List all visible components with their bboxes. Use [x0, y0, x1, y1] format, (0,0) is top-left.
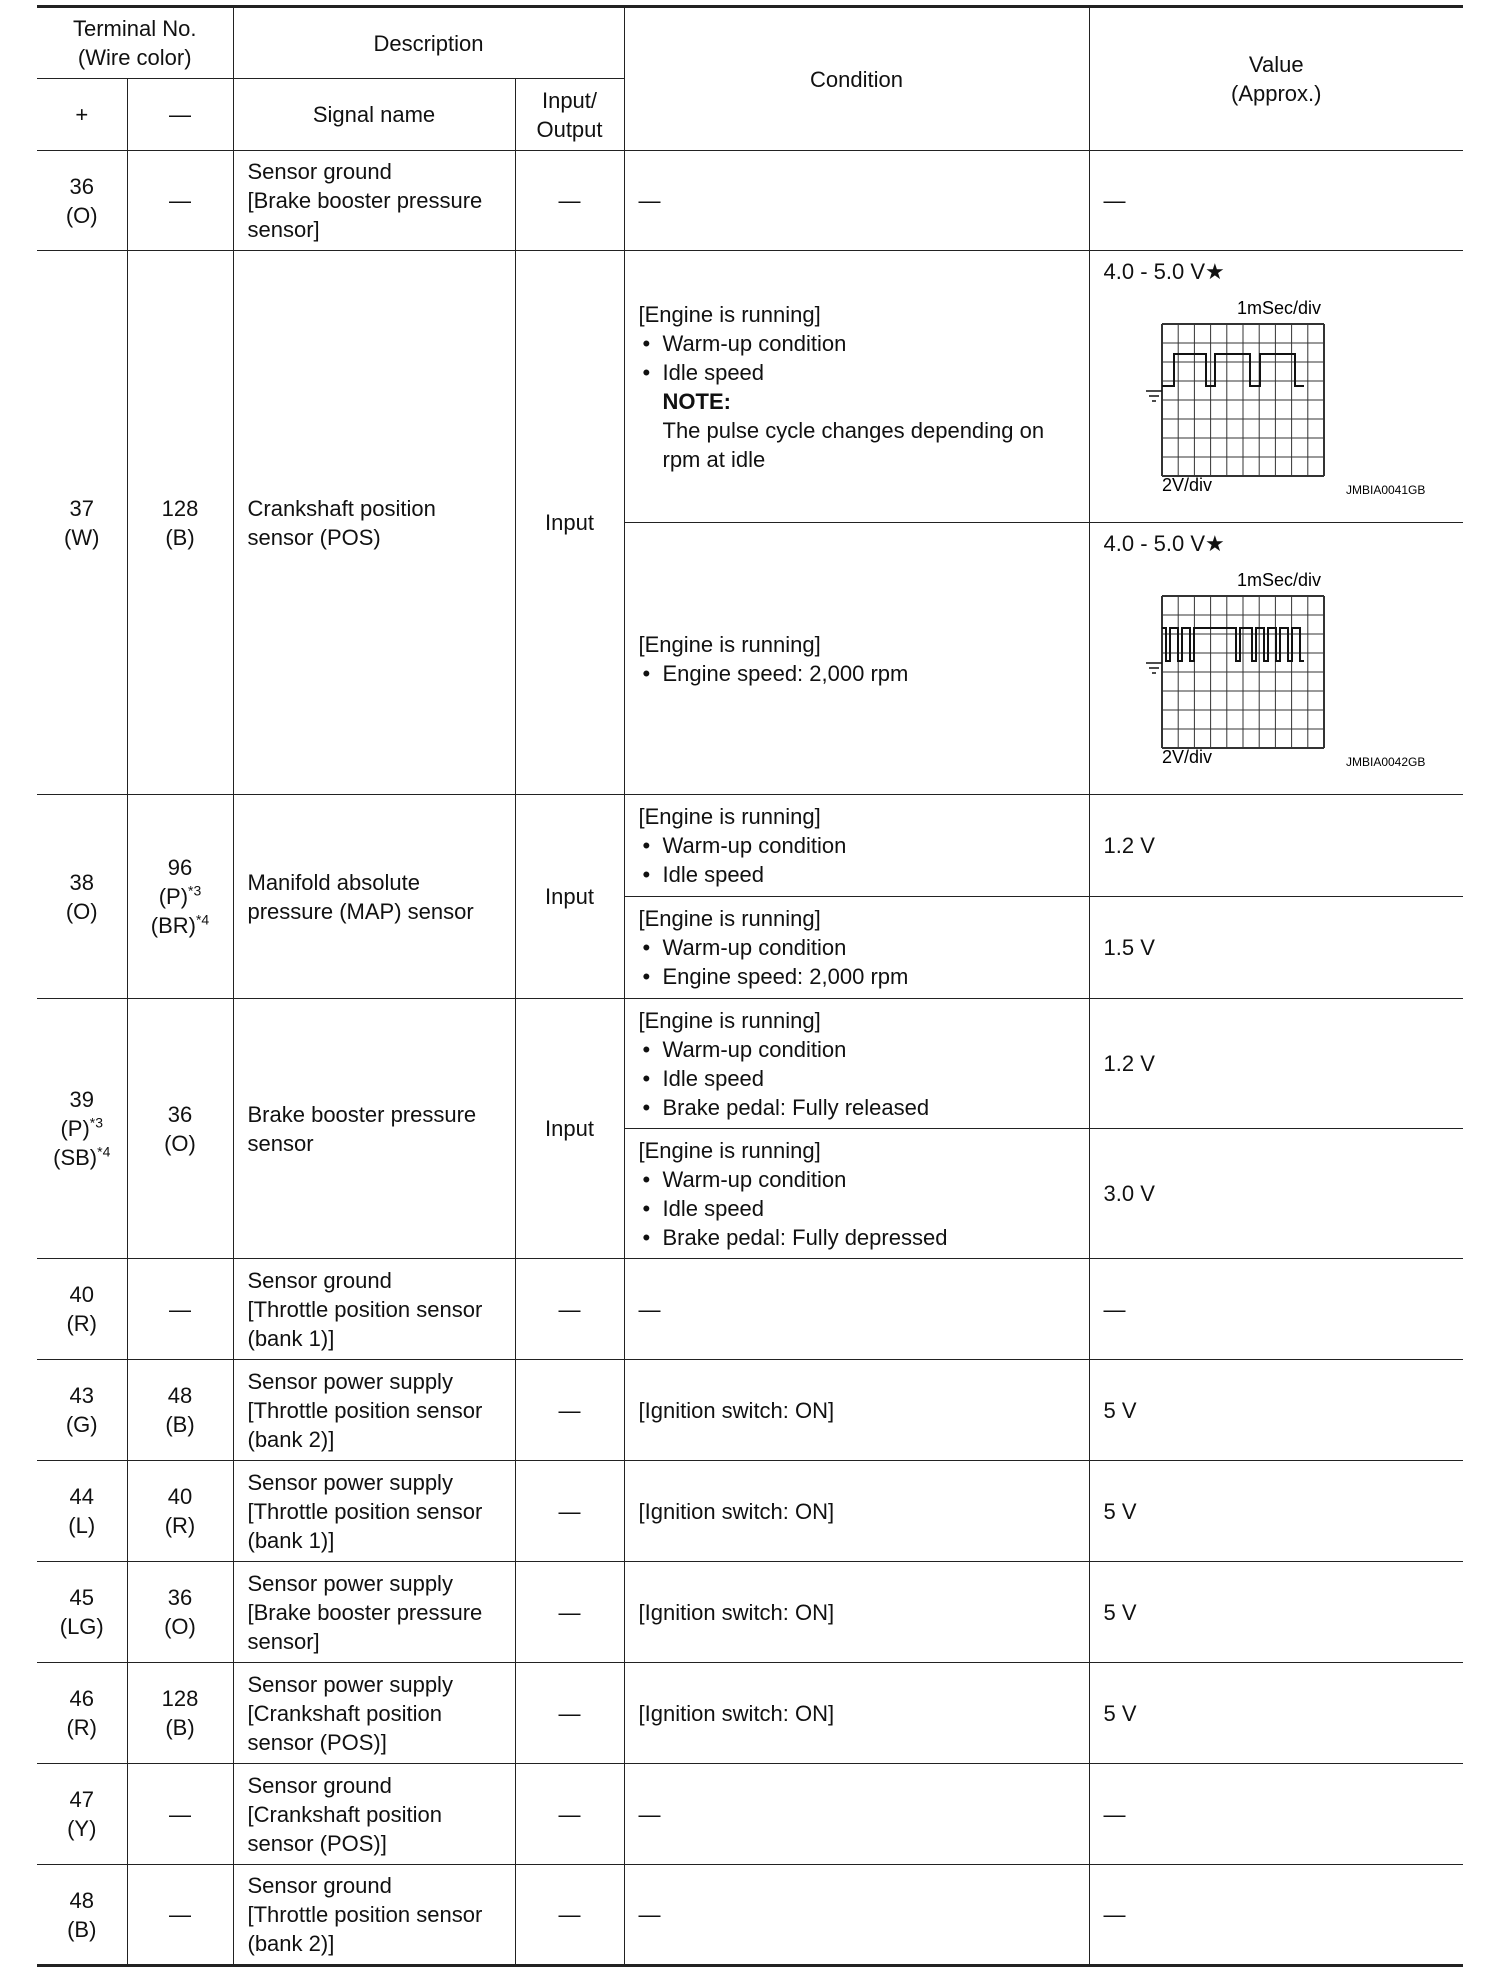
- terminal-minus: —: [127, 151, 233, 251]
- header-signal-name: Signal name: [233, 79, 515, 151]
- condition: —: [624, 1865, 1089, 1966]
- condition-item: • Idle speed: [639, 1064, 1075, 1093]
- figure-code: JMBIA0041GB: [1345, 483, 1425, 497]
- wire-color-2: [132, 911, 229, 940]
- terminal-plus: 43 (G): [37, 1360, 127, 1461]
- note-text: The pulse cycle changes depending on rpm at idle: [662, 417, 1045, 472]
- signal-name: Sensor power supply [Throttle position sensor (bank 2)]: [233, 1360, 515, 1461]
- pulse-waveform: [1162, 628, 1304, 661]
- condition-head: [Engine is running]: [638, 1007, 821, 1033]
- signal-name: Crankshaft position sensor (POS): [233, 251, 515, 795]
- terminal-minus: 36 (O): [127, 1562, 233, 1663]
- wire-color: (SB): [53, 1145, 98, 1170]
- note: [639, 387, 1075, 474]
- terminal-plus: 48 (B): [37, 1865, 127, 1966]
- header-io: Input/ Output: [515, 79, 624, 151]
- terminal-minus: —: [127, 1764, 233, 1865]
- wire-color-1: [41, 1114, 123, 1143]
- value: 3.0 V: [1089, 1129, 1463, 1259]
- value: 5 V: [1089, 1562, 1463, 1663]
- io: —: [515, 1562, 624, 1663]
- table-row: [37, 795, 1463, 897]
- value: [1089, 251, 1463, 523]
- terminal-minus: —: [127, 1259, 233, 1360]
- terminal-table: [37, 5, 1463, 1967]
- terminal-minus: 48 (B): [127, 1360, 233, 1461]
- footnote-mark: *4: [195, 911, 210, 928]
- footnote-mark: *3: [188, 882, 202, 899]
- signal-name: Sensor ground [Throttle position sensor (bank 2)]: [233, 1865, 515, 1966]
- signal-name: Manifold absolute pressure (MAP) sensor: [233, 795, 515, 999]
- condition-item: • Brake pedal: Fully released: [639, 1093, 1075, 1122]
- io: Input: [515, 251, 624, 795]
- signal-name: Sensor power supply [Crankshaft position sensor (POS)]: [233, 1663, 515, 1764]
- ground-symbol: [1146, 663, 1162, 673]
- io: —: [515, 1764, 624, 1865]
- condition: [Ignition switch: ON]: [624, 1663, 1089, 1764]
- terminal-plus: 40 (R): [37, 1259, 127, 1360]
- footnote-mark: *3: [89, 1114, 104, 1131]
- table-row: [37, 1259, 1463, 1360]
- condition-item: • Warm-up condition: [639, 831, 1075, 860]
- table-row: [37, 1360, 1463, 1461]
- signal-name: Sensor power supply [Brake booster pressure sensor]: [233, 1562, 515, 1663]
- value-text: 4.0 - 5.0 V★: [1103, 531, 1225, 556]
- condition-item: • Warm-up condition: [639, 1035, 1075, 1064]
- terminal-minus: 40 (R): [127, 1461, 233, 1562]
- condition-item: • Idle speed: [639, 1194, 1075, 1223]
- waveform-cell: [1104, 251, 1450, 511]
- waveform-scope: [1104, 523, 1454, 783]
- condition-head: [Engine is running]: [638, 906, 821, 931]
- table-row: [37, 999, 1463, 1129]
- condition-head: [Engine is running]: [638, 301, 821, 327]
- wire-color: (P): [158, 884, 189, 909]
- terminal-plus: [37, 999, 127, 1259]
- condition: [624, 999, 1089, 1129]
- condition: [Ignition switch: ON]: [624, 1562, 1089, 1663]
- condition: —: [624, 151, 1089, 251]
- note-label: NOTE:: [662, 388, 731, 414]
- condition-item: • Idle speed: [639, 860, 1075, 889]
- value: 5 V: [1089, 1663, 1463, 1764]
- value: 1.2 V: [1089, 795, 1463, 897]
- signal-name: Sensor ground [Throttle position sensor (bank 1)]: [233, 1259, 515, 1360]
- condition-item: • Brake pedal: Fully depressed: [639, 1223, 1075, 1252]
- scope-grid: [1162, 324, 1324, 476]
- terminal-minus: —: [127, 1865, 233, 1966]
- terminal-plus: 47 (Y): [37, 1764, 127, 1865]
- condition-item: • Warm-up condition: [639, 329, 1075, 358]
- value: —: [1089, 1865, 1463, 1966]
- io: —: [515, 1461, 624, 1562]
- terminal-plus: 38 (O): [37, 795, 127, 999]
- condition: [624, 795, 1089, 897]
- io: —: [515, 1259, 624, 1360]
- value: 5 V: [1089, 1360, 1463, 1461]
- table-row: [37, 1663, 1463, 1764]
- terminal-plus: 45 (LG): [37, 1562, 127, 1663]
- condition-head: [Engine is running]: [638, 1137, 821, 1163]
- value: —: [1089, 1764, 1463, 1865]
- io: —: [515, 1663, 624, 1764]
- condition-head: [Engine is running]: [638, 804, 821, 829]
- condition: [624, 251, 1089, 523]
- time-div-label: 1mSec/div: [1236, 298, 1321, 318]
- wire-color-2: [41, 1143, 123, 1172]
- waveform-cell: [1104, 523, 1450, 783]
- value: 1.5 V: [1089, 897, 1463, 999]
- condition: —: [624, 1764, 1089, 1865]
- signal-name: Brake booster pressure sensor: [233, 999, 515, 1259]
- table-row: [37, 151, 1463, 251]
- terminal-minus: 128 (B): [127, 1663, 233, 1764]
- io: —: [515, 1865, 624, 1966]
- waveform-scope: [1104, 251, 1454, 511]
- condition-head: [Engine is running]: [638, 631, 821, 657]
- header-plus: +: [37, 79, 127, 151]
- condition-item: • Idle speed: [639, 358, 1075, 387]
- terminal-plus-number: 39: [69, 1087, 94, 1112]
- wire-color-1: [132, 882, 229, 911]
- header-value: Value (Approx.): [1089, 7, 1463, 151]
- value: —: [1089, 1259, 1463, 1360]
- condition-item: • Engine speed: 2,000 rpm: [639, 659, 1075, 688]
- io: —: [515, 151, 624, 251]
- volt-div-label: 2V/div: [1161, 475, 1212, 495]
- table-row: [37, 1461, 1463, 1562]
- io: Input: [515, 999, 624, 1259]
- condition: [Ignition switch: ON]: [624, 1360, 1089, 1461]
- signal-name: Sensor ground [Brake booster pressure sensor]: [233, 151, 515, 251]
- value: [1089, 523, 1463, 795]
- header-condition: Condition: [624, 7, 1089, 151]
- table-row: [37, 1865, 1463, 1966]
- condition: [Ignition switch: ON]: [624, 1461, 1089, 1562]
- time-div-label: 1mSec/div: [1236, 570, 1321, 590]
- terminal-plus: 44 (L): [37, 1461, 127, 1562]
- table-row: [37, 251, 1463, 523]
- io: Input: [515, 795, 624, 999]
- footnote-mark: *4: [97, 1143, 111, 1160]
- figure-code: JMBIA0042GB: [1345, 755, 1425, 769]
- value: —: [1089, 151, 1463, 251]
- wire-color: (P): [60, 1116, 90, 1141]
- value-text: 4.0 - 5.0 V★: [1103, 259, 1225, 284]
- terminal-plus: 46 (R): [37, 1663, 127, 1764]
- condition-item: • Warm-up condition: [639, 1165, 1075, 1194]
- header-description: Description: [233, 7, 624, 79]
- condition-item: • Engine speed: 2,000 rpm: [639, 962, 1075, 991]
- value: 1.2 V: [1089, 999, 1463, 1129]
- condition: —: [624, 1259, 1089, 1360]
- scope-grid: [1162, 596, 1324, 748]
- condition: [624, 523, 1089, 795]
- terminal-minus-number: 96: [167, 855, 193, 880]
- signal-name: Sensor ground [Crankshaft position sensor (POS)]: [233, 1764, 515, 1865]
- header-minus: —: [127, 79, 233, 151]
- condition: [624, 897, 1089, 999]
- signal-name: Sensor power supply [Throttle position sensor (bank 1)]: [233, 1461, 515, 1562]
- header-terminal-no: Terminal No. (Wire color): [37, 7, 233, 79]
- table-row: [37, 1764, 1463, 1865]
- volt-div-label: 2V/div: [1161, 747, 1212, 767]
- condition: [624, 1129, 1089, 1259]
- condition-item: • Warm-up condition: [639, 933, 1075, 962]
- terminal-plus: 37 (W): [37, 251, 127, 795]
- wire-color: (BR): [150, 913, 196, 938]
- ground-symbol: [1146, 391, 1162, 401]
- terminal-plus: 36 (O): [37, 151, 127, 251]
- io: —: [515, 1360, 624, 1461]
- terminal-minus: 128 (B): [127, 251, 233, 795]
- terminal-minus: 36 (O): [127, 999, 233, 1259]
- value: 5 V: [1089, 1461, 1463, 1562]
- table-row: [37, 1562, 1463, 1663]
- terminal-minus: [127, 795, 233, 999]
